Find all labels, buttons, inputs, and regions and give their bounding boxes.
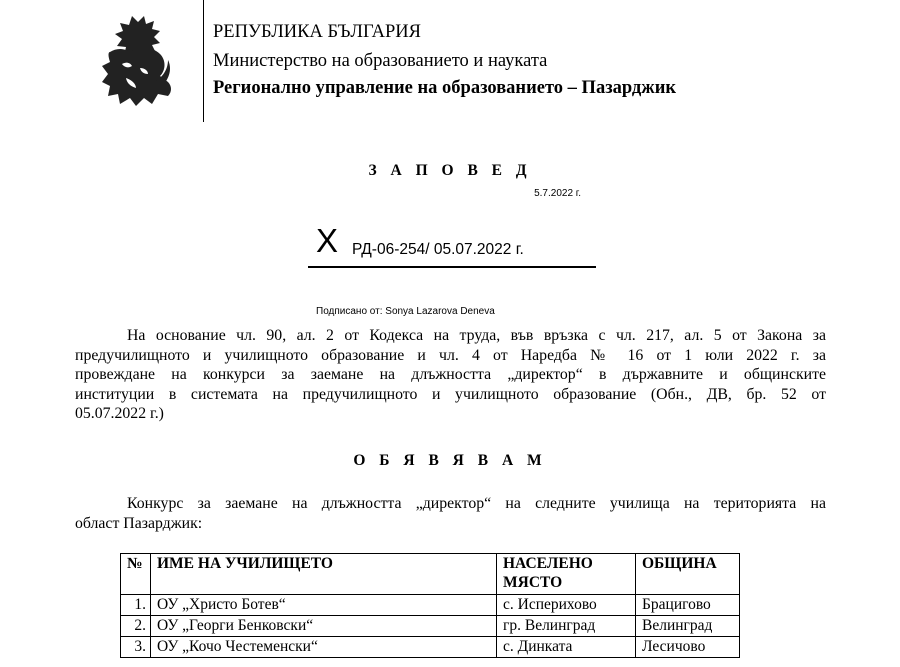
column-header-settlement: НАСЕЛЕНО МЯСТО xyxy=(497,554,636,595)
school-name: ОУ „Христо Ботев“ xyxy=(151,595,497,616)
row-number: 2. xyxy=(121,616,151,637)
settlement: с. Динката xyxy=(497,637,636,658)
table-header-row xyxy=(121,554,740,595)
basis-paragraph xyxy=(75,326,826,424)
ministry-name: Министерство на образованието и науката xyxy=(213,51,548,71)
regional-office-name: Регионално управление на образованието – Пазарджик xyxy=(213,78,677,98)
paragraph-line: предучилищното и училищното образование и чл. 4 от Наредба № 16 от 1 юли 2022 г. за xyxy=(75,346,826,364)
schools-table xyxy=(120,553,740,658)
signature-date: 5.7.2022 г. xyxy=(534,188,581,199)
coat-of-arms-logo-icon xyxy=(92,12,182,108)
municipality: Брацигово xyxy=(636,595,740,616)
order-number: РД-06-254/ 05.07.2022 г. xyxy=(352,241,524,258)
paragraph-line: област Пазарджик: xyxy=(75,514,203,532)
settlement: гр. Велинград xyxy=(497,616,636,637)
school-name: ОУ „Георги Бенковски“ xyxy=(151,616,497,637)
column-header-municipality: ОБЩИНА xyxy=(636,554,740,595)
paragraph-line: Конкурс за заемане на длъжността „директор“ на следните училища на територията на xyxy=(127,495,826,512)
letterhead-divider xyxy=(203,0,204,122)
signature-block xyxy=(304,180,594,317)
paragraph-line: институции в системата на предучилищното и училищното образование (Обн., ДВ, бр. 52 от xyxy=(75,385,826,403)
municipality: Лесичово xyxy=(636,637,740,658)
competition-paragraph xyxy=(75,494,826,533)
column-header-school-name: ИМЕ НА УЧИЛИЩЕТО xyxy=(151,554,497,595)
school-name: ОУ „Кочо Честеменски“ xyxy=(151,637,497,658)
paragraph-line: провеждане на конкурси за заемане на длъжността „директор“ в държавните и общинските xyxy=(75,366,826,383)
signature-line xyxy=(308,266,596,268)
table-row xyxy=(121,616,740,637)
country-name: РЕПУБЛИКА БЪЛГАРИЯ xyxy=(213,22,421,42)
signature-mark: X xyxy=(316,222,339,259)
column-header-number: № xyxy=(121,554,151,595)
row-number: 1. xyxy=(121,595,151,616)
announce-title: О Б Я В Я В А М xyxy=(353,452,547,469)
municipality: Велинград xyxy=(636,616,740,637)
order-title: З А П О В Е Д xyxy=(368,162,532,179)
table-row xyxy=(121,637,740,658)
settlement: с. Исперихово xyxy=(497,595,636,616)
table-row xyxy=(121,595,740,616)
paragraph-line: 05.07.2022 г.) xyxy=(75,405,164,422)
row-number: 3. xyxy=(121,637,151,658)
paragraph-line: На основание чл. 90, ал. 2 от Кодекса на труда, във връзка с чл. 217, ал. 5 от Закона за xyxy=(127,327,826,344)
signed-by: Подписано от: Sonya Lazarova Deneva xyxy=(316,306,495,317)
